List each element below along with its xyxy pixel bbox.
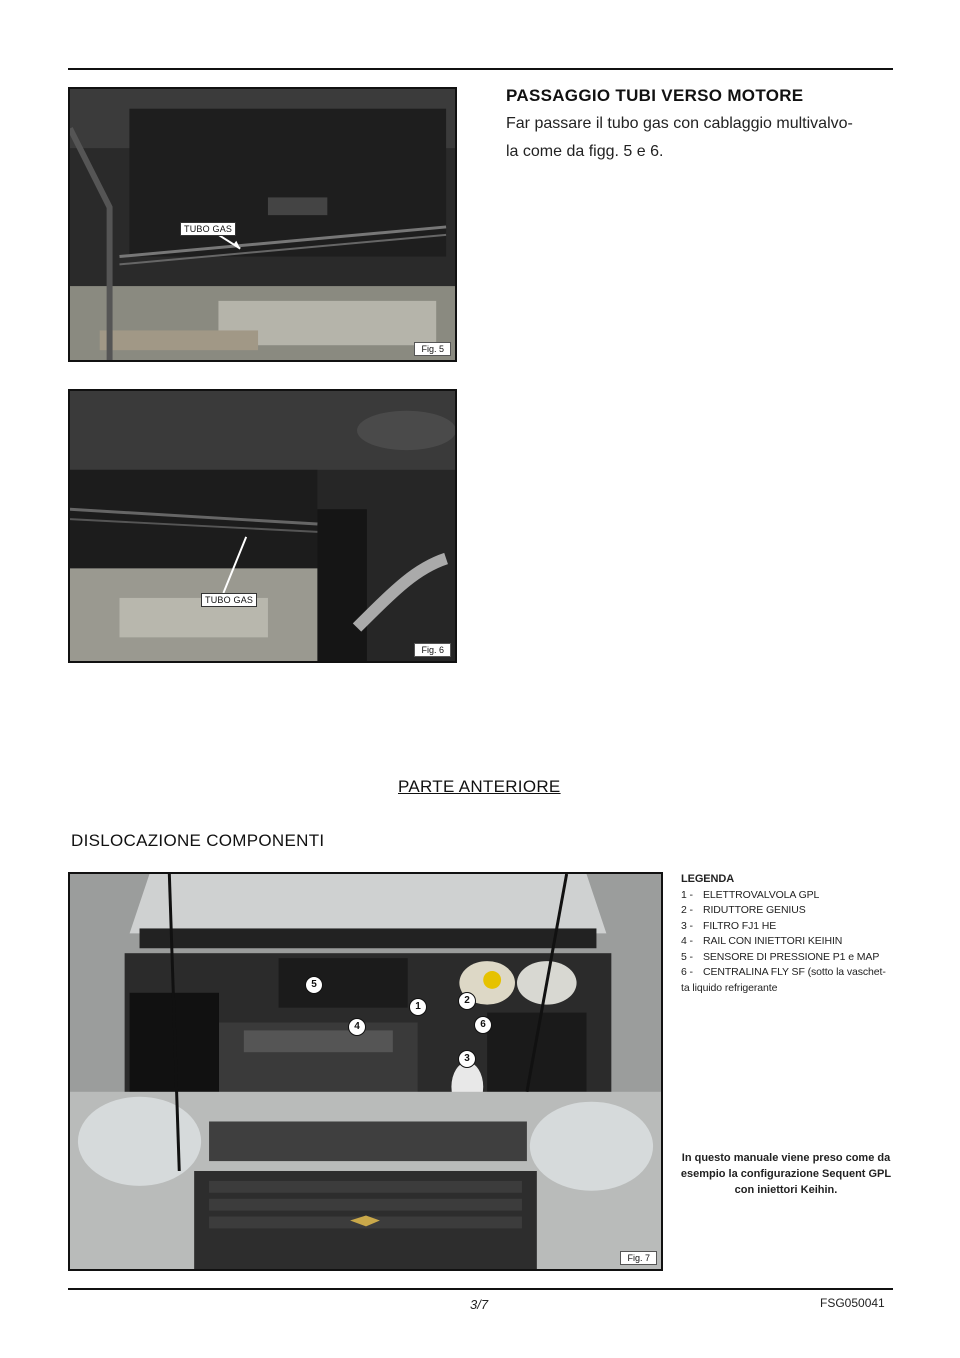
legend [681,872,896,996]
legend-item-text: RIDUTTORE GENIUS [703,904,806,916]
section1-paragraph-line2: la come da figg. 5 e 6. [506,143,664,160]
legend-item-num: 1 - [681,888,693,901]
section2-heading: PARTE ANTERIORE [398,777,561,796]
legend-item-num: 5 - [681,950,693,963]
legend-item-text: ELETTROVALVOLA GPL [703,888,820,901]
fig6-photo [68,389,457,663]
legend-item-num: 3 - [681,919,693,932]
legend-item [681,965,896,981]
legend-item-text: CENTRALINA FLY SF (sotto la vaschet- [703,966,886,978]
legend-item-num: 2 - [681,904,693,916]
legend-item-num: 6 - [681,966,693,978]
section1-paragraph [506,110,896,166]
fig5-callout: TUBO GAS [180,222,236,236]
legend-item [681,934,896,950]
legend-continuation: ta liquido refrigerante [681,981,778,994]
legend-item-text: SENSORE DI PRESSIONE P1 e MAP [703,950,880,963]
fig5-photo [68,87,457,362]
fig7-marker-5: 5 [305,976,323,994]
fig7-marker-4: 4 [348,1018,366,1036]
legend-item [681,888,896,904]
page-number: 3/7 [470,1297,489,1312]
legend-item [681,903,896,919]
fig5-label: Fig. 5 [414,342,451,356]
legend-item-text: FILTRO FJ1 HE [703,919,777,932]
legend-title: LEGENDA [681,873,735,885]
legend-item [681,950,896,966]
fig7-marker-2: 2 [458,992,476,1010]
fig7-marker-3: 3 [458,1050,476,1068]
fig7-marker-1: 1 [409,998,427,1016]
fig6-label: Fig. 6 [414,643,451,657]
fig7-photo [68,872,663,1271]
section1-heading: PASSAGGIO TUBI VERSO MOTORE [506,86,804,105]
legend-item [681,919,896,935]
legend-item-num: 4 - [681,935,693,947]
bottom-rule [68,1288,893,1290]
document-code: FSG050041 [820,1296,885,1310]
note-line3: con iniettori Keihin. [734,1184,838,1196]
configuration-note [676,1150,896,1198]
fig7-label: Fig. 7 [620,1251,657,1265]
note-line1: In questo manuale viene preso come da [681,1152,891,1164]
section1-paragraph-line1: Far passare il tubo gas con cablaggio multivalvo- [506,115,853,132]
legend-item-text: RAIL CON INIETTORI KEIHIN [703,935,843,947]
fig6-callout: TUBO GAS [201,593,257,607]
note-line2: esempio la configurazione Sequent GPL [680,1168,892,1180]
section2-subheading: DISLOCAZIONE COMPONENTI [71,831,325,850]
fig7-marker-6: 6 [474,1016,492,1034]
top-rule [68,68,893,70]
